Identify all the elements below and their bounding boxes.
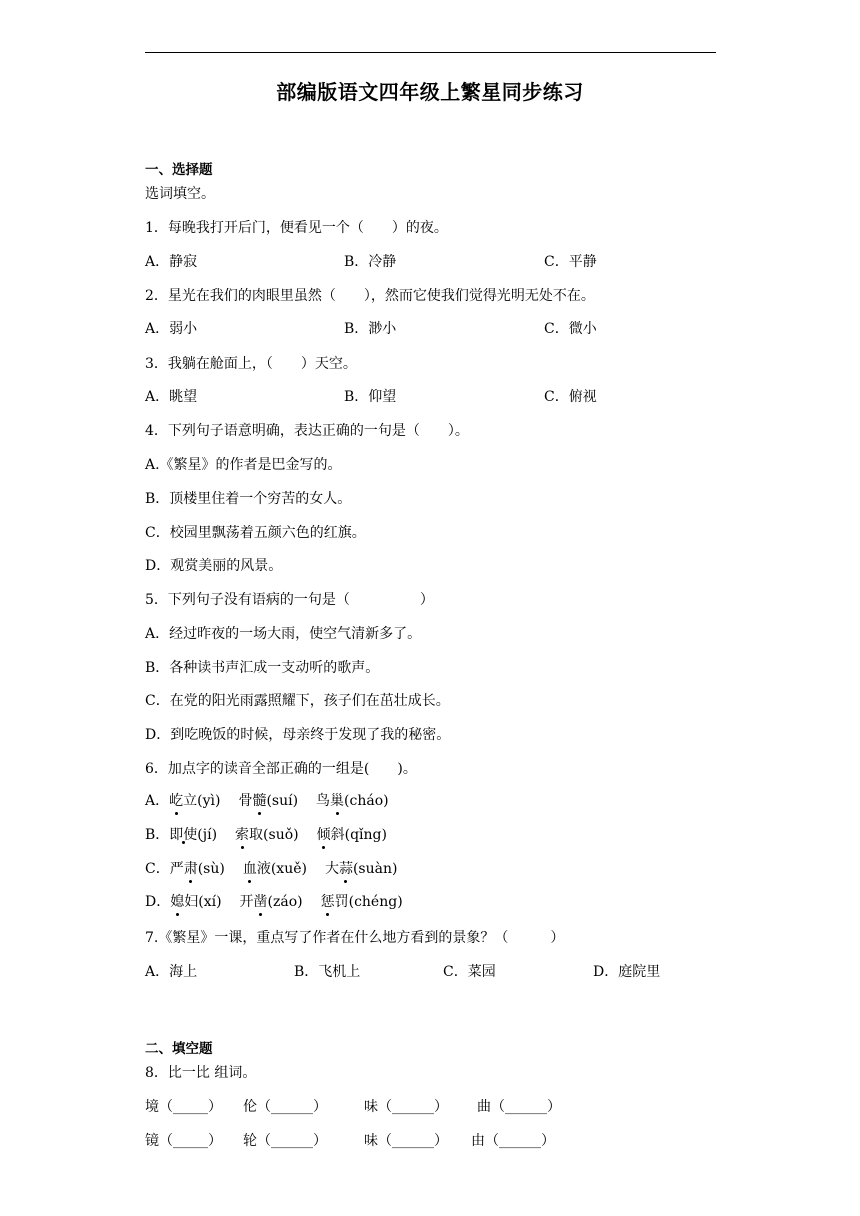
q1-option-c[interactable]: C．平静 [544, 254, 597, 270]
q2-option-b[interactable]: B．渺小 [344, 321, 397, 337]
word-2: 索取(suǒ) [235, 827, 299, 843]
q8-blank[interactable]: 味（______） [364, 1099, 448, 1115]
question-6: 6．加点字的读音全部正确的一组是( )。 [145, 761, 417, 777]
q3-option-b[interactable]: B．仰望 [344, 389, 397, 405]
word-3: 惩罚(chéng) [320, 894, 403, 910]
q5-option-a[interactable]: A．经过昨夜的一场大雨，使空气清新多了。 [145, 626, 422, 642]
word-3: 倾斜(qǐng) [316, 827, 387, 843]
q5-option-c[interactable]: C．在党的阳光雨露照耀下，孩子们在茁壮成长。 [145, 693, 450, 709]
word-2: 骨髓(suí) [238, 793, 299, 809]
q5-option-d[interactable]: D．到吃晚饭的时候，母亲终于发现了我的秘密。 [145, 727, 451, 743]
q7-option-b[interactable]: B．飞机上 [294, 964, 361, 980]
dotted-char: 惩 [320, 894, 335, 910]
q2-option-a[interactable]: A．弱小 [145, 321, 198, 337]
instruction-text: 选词填空。 [145, 186, 215, 202]
q8-blank[interactable]: 曲（______） [477, 1099, 561, 1115]
q8-blank[interactable]: 伦（______） [243, 1099, 327, 1115]
option-label: C． [145, 861, 170, 877]
word-1: 即使(jí) [169, 827, 218, 843]
section-heading-fill: 二、填空题 [145, 1041, 213, 1057]
q7-option-a[interactable]: A．海上 [145, 964, 198, 980]
dotted-char: 倾 [316, 827, 331, 843]
q4-option-a[interactable]: A.《繁星》的作者是巴金写的。 [145, 457, 342, 473]
q7-option-c[interactable]: C．菜园 [443, 964, 496, 980]
q8-blank[interactable]: 境（_____） [145, 1099, 222, 1115]
dotted-char: 媳 [170, 894, 185, 910]
option-label: B． [145, 827, 170, 843]
option-label: D． [145, 894, 171, 910]
word-2: 开凿(záo) [239, 894, 303, 910]
question-7: 7.《繁星》一课，重点写了作者在什么地方看到的景象？（ ） [145, 930, 565, 946]
dotted-char: 髓 [252, 793, 267, 809]
question-3: 3．我躺在舱面上，（ ）天空。 [145, 356, 357, 372]
header-rule [145, 52, 716, 53]
q8-blank[interactable]: 镜（_____） [145, 1133, 222, 1149]
dotted-char: 巢 [330, 793, 345, 809]
q8-blank[interactable]: 味（______） [364, 1133, 448, 1149]
option-label: A． [145, 793, 170, 809]
q6-option-c[interactable] [145, 860, 397, 878]
dotted-char: 凿 [253, 894, 268, 910]
question-8: 8．比一比 组词。 [145, 1065, 257, 1081]
q1-option-b[interactable]: B．冷静 [344, 254, 397, 270]
q4-option-d[interactable]: D．观赏美丽的风景。 [145, 558, 283, 574]
q4-option-c[interactable]: C．校园里飘荡着五颜六色的红旗。 [145, 525, 366, 541]
q7-option-d[interactable]: D．庭院里 [593, 964, 661, 980]
word-1: 媳妇(xí) [170, 894, 222, 910]
word-3: 鸟巢(cháo) [316, 793, 389, 809]
dotted-char: 索 [235, 827, 250, 843]
question-4: 4．下列句子语意明确，表达正确的一句是（ ）。 [145, 423, 469, 439]
q8-blank[interactable]: 由（______） [471, 1133, 555, 1149]
dotted-char: 屹 [169, 793, 184, 809]
q6-option-d[interactable] [145, 893, 403, 911]
q1-option-a[interactable]: A．静寂 [145, 254, 198, 270]
section-heading-choice: 一、选择题 [145, 162, 213, 178]
dotted-char: 肃 [183, 861, 198, 877]
q6-option-a[interactable] [145, 792, 389, 810]
question-1: 1．每晚我打开后门，便看见一个（ ）的夜。 [145, 220, 448, 236]
q8-blank[interactable]: 轮（______） [243, 1133, 327, 1149]
word-3: 大蒜(suàn) [324, 861, 398, 877]
page-title: 部编版语文四年级上繁星同步练习 [276, 80, 584, 104]
q4-option-b[interactable]: B．顶楼里住着一个穷苦的女人。 [145, 491, 352, 507]
question-5: 5．下列句子没有语病的一句是（ ） [145, 592, 434, 608]
word-2: 血液(xuě) [242, 861, 307, 877]
q6-option-b[interactable] [145, 826, 387, 844]
word-1: 屹立(yì) [169, 793, 221, 809]
question-2: 2．星光在我们的肉眼里虽然（ ），然而它使我们觉得光明无处不在。 [145, 288, 595, 304]
word-1: 严肃(sù) [169, 861, 225, 877]
dotted-char: 血 [242, 861, 257, 877]
q5-option-b[interactable]: B．各种读书声汇成一支动听的歌声。 [145, 660, 380, 676]
q3-option-c[interactable]: C．俯视 [544, 389, 597, 405]
q3-option-a[interactable]: A．眺望 [145, 389, 198, 405]
dotted-char: 蒜 [338, 861, 353, 877]
q2-option-c[interactable]: C．微小 [544, 321, 597, 337]
